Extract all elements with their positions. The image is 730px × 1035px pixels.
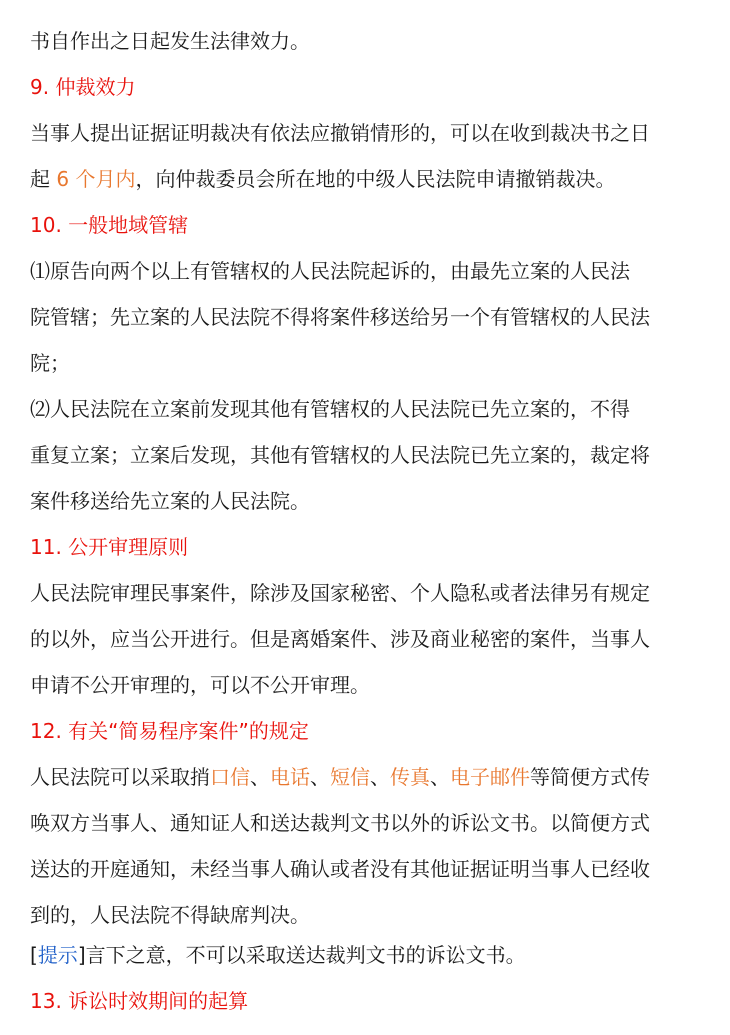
s12-highlight-dianhua: 电话 xyxy=(270,765,310,789)
s12-text-line-3: 送达的开庭通知，未经当事人确认或者没有其他证据证明当事人已经收 xyxy=(30,857,650,881)
s11-text-line-1: 人民法院审理民事案件，除涉及国家秘密、个人隐私或者法律另有规定 xyxy=(30,581,650,605)
tip-label: 提示 xyxy=(37,943,78,967)
s9-text-line-1: 当事人提出证据证明裁决有依法应撤销情形的，可以在收到裁决书之日 xyxy=(30,121,650,145)
s12-sep-4: 、 xyxy=(430,765,450,789)
section-12-heading: 12. 有关“简易程序案件”的规定 xyxy=(30,719,309,743)
s10-item2-line-2: 重复立案；立案后发现，其他有管辖权的人民法院已先立案的，裁定将 xyxy=(30,443,650,467)
s11-text-line-2: 的以外，应当公开进行。但是离婚案件、涉及商业秘密的案件，当事人 xyxy=(30,627,650,651)
s10-item1-line-1: ⑴原告向两个以上有管辖权的人民法院起诉的，由最先立案的人民法 xyxy=(30,259,630,283)
tip-open-bracket: [ xyxy=(30,943,38,967)
s12-highlight-kouxin: 口信 xyxy=(210,765,250,789)
s12-sep-1: 、 xyxy=(250,765,270,789)
section-13-heading: 13. 诉讼时效期间的起算 xyxy=(30,989,249,1013)
section-9-heading: 9. 仲裁效力 xyxy=(30,75,136,99)
section-10-heading: 10. 一般地域管辖 xyxy=(30,213,189,237)
s12-sep-3: 、 xyxy=(370,765,390,789)
s10-item1-line-2: 院管辖；先立案的人民法院不得将案件移送给另一个有管辖权的人民法 xyxy=(30,305,650,329)
s11-text-line-3: 申请不公开审理的，可以不公开审理。 xyxy=(30,673,370,697)
s10-item1-line-3: 院； xyxy=(30,351,70,375)
s12-text-line-1 xyxy=(30,754,720,800)
tip-text: 言下之意，不可以采取送达裁判文书的诉讼文书。 xyxy=(85,943,526,967)
s9-highlight-six-months: 6 个月内 xyxy=(56,167,136,191)
s12-text-line-2: 唤双方当事人、通知证人和送达裁判文书以外的诉讼文书。以简便方式 xyxy=(30,811,650,835)
s10-item2-line-3: 案件移送给先立案的人民法院。 xyxy=(30,489,310,513)
s12-text-line-1-b: 等简便方式传 xyxy=(530,765,650,789)
s12-sep-2: 、 xyxy=(310,765,330,789)
s8-text-line-1: 书自作出之日起发生法律效力。 xyxy=(30,29,310,53)
tip-close-bracket: ] xyxy=(77,943,86,967)
s12-highlight-duanxin: 短信 xyxy=(330,765,370,789)
s9-text-line-2-b: ，向仲裁委员会所在地的中级人民法院申请撤销裁决。 xyxy=(135,167,616,191)
s12-text-line-1-a: 人民法院可以采取捎 xyxy=(30,765,210,789)
s12-text-line-4: 到的，人民法院不得缺席判决。 xyxy=(30,903,310,927)
section-11-heading: 11. 公开审理原则 xyxy=(30,535,189,559)
s12-tip-line xyxy=(30,932,720,978)
s9-text-line-2-a: 起 xyxy=(30,167,57,191)
s12-highlight-email: 电子邮件 xyxy=(450,765,530,789)
s10-item2-line-1: ⑵人民法院在立案前发现其他有管辖权的人民法院已先立案的，不得 xyxy=(30,397,630,421)
s9-text-line-2 xyxy=(30,156,720,202)
s12-highlight-chuanzhen: 传真 xyxy=(390,765,430,789)
